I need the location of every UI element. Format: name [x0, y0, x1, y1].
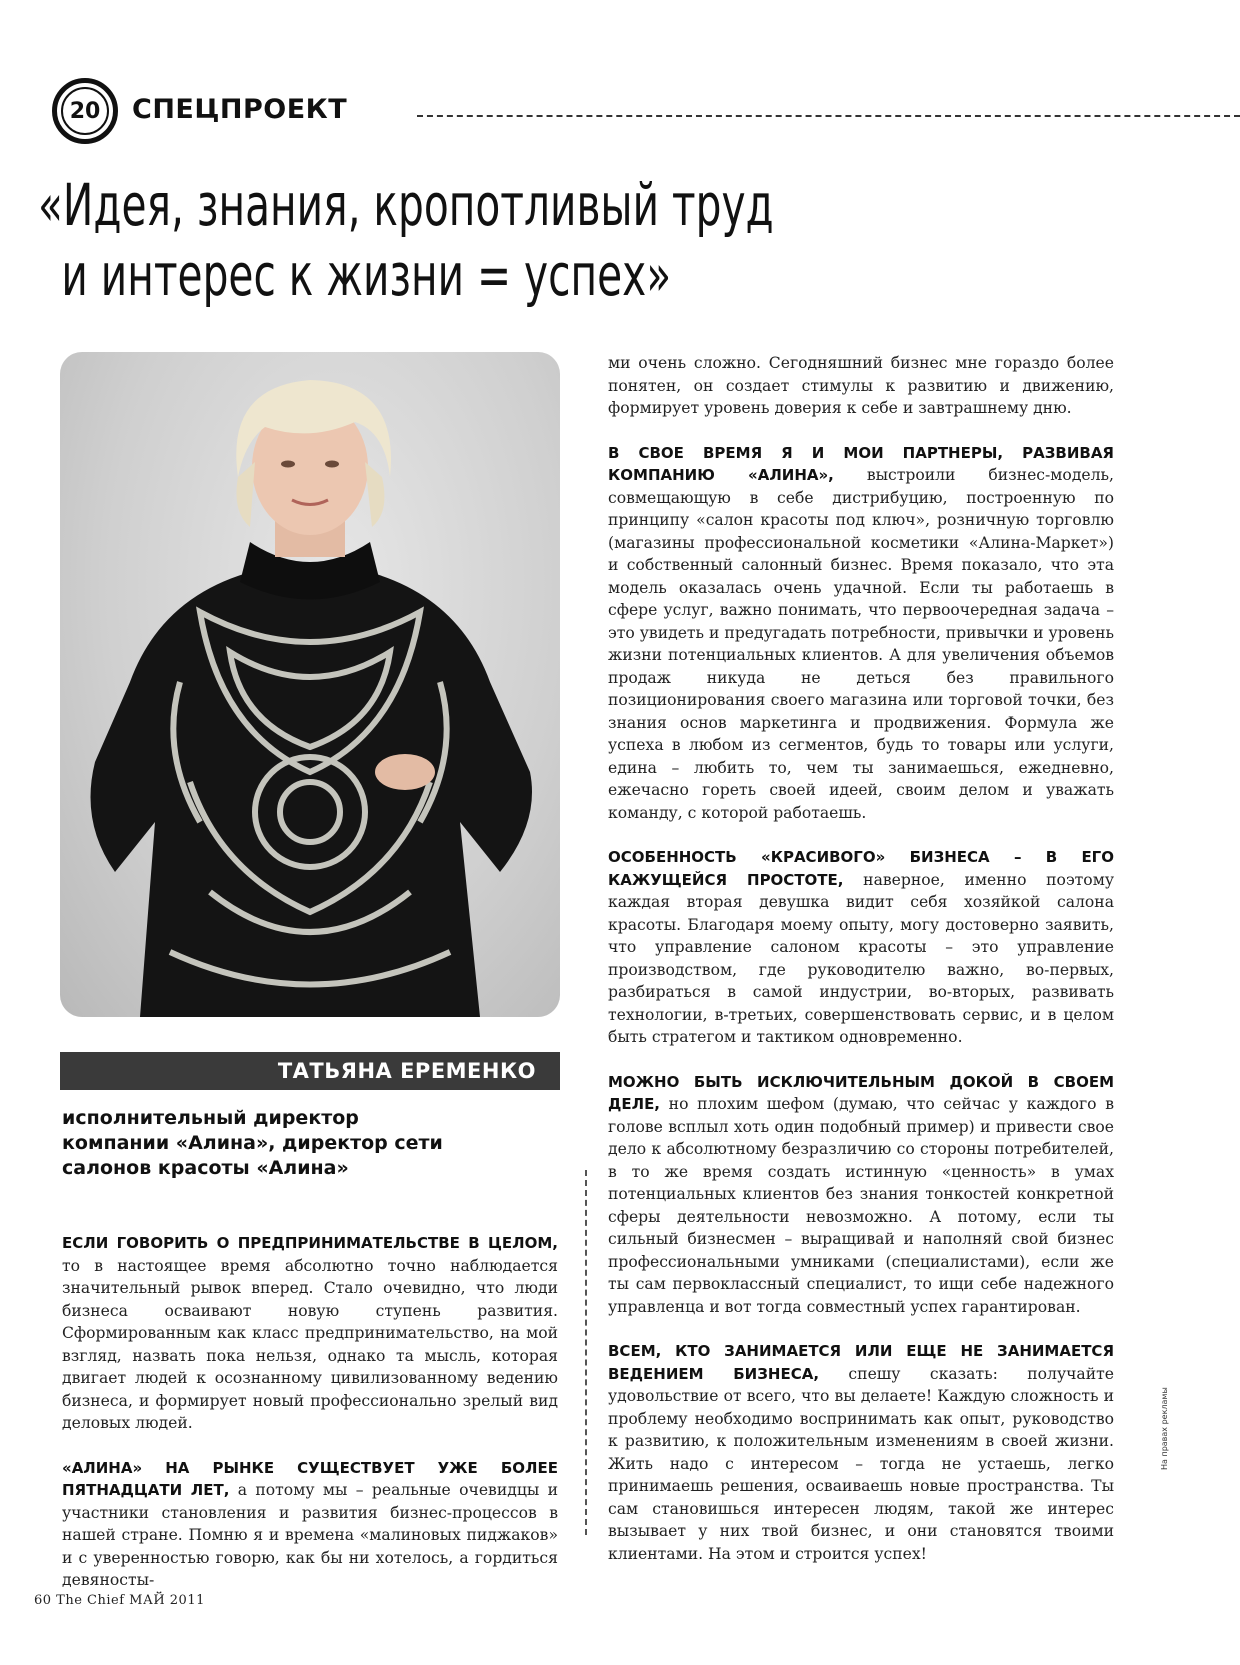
paragraph — [608, 846, 1114, 1049]
paragraph-text: но плохим шефом (думаю, что сейчас у каждого в голове всплыл хоть один подобный пример) и привести свое дело к абсолютному безразличию со стороны потребителей, в то же время создать истинную «ценность» в умах потенциальных клиентов без знания тонкостей конкретной сферы деятельности невозможно. А потому, если ты сильный бизнесмен – выращивай и наполняй свой бизнес профессиональными умниками (специалистами), если же ты сам первоклассный специалист, то ищи себе надежного управленца и вот тогда совместный успех гарантирован. — [608, 1095, 1114, 1316]
paragraph-text: а потому мы – реальные очевидцы и участники становления и развития бизнес-процессов в нашей стране. Помню я и времена «малиновых пиджаков» и с уверенностью говорю, как бы ни хотелось, а гордиться девяносты- — [62, 1481, 559, 1589]
left-column — [62, 1232, 558, 1614]
paragraph-lead: МОЖНО БЫТЬ ИСКЛЮЧИТЕЛЬНЫМ ДОКОЙ В СВОЕМ ДЕЛЕ, — [608, 1072, 1114, 1113]
paragraph-lead: «АЛИНА» НА РЫНКЕ СУЩЕСТВУЕТ УЖЕ БОЛЕЕ ПЯТНАДЦАТИ ЛЕТ, — [62, 1458, 558, 1499]
right-column — [608, 352, 1114, 1587]
paragraph — [608, 1071, 1114, 1319]
headline-line-1: «Идея, знания, кропотливый труд — [38, 171, 774, 239]
paragraph-text: выстроили бизнес-модель, совмещающую в себе дистрибуцию, построенную по принципу «салон красоты под ключ», розничную торговлю (магазины профессиональной косметики «Алина-Маркет») и собственный салонный бизнес. Время показало, что эта модель оказалась очень удачной. Если ты работаешь в сфере услуг, важно понимать, что первоочередная задача – это увидеть и предугадать потребности, привычки и уровень жизни потенциальных клиентов. А для увеличения объемов продаж никуда не деться без правильного позиционирования своего магазина или торговой точки, без знания основ маркетинга и продвижения. Формула же успеха в любом из сегментов, будь то товары или услуги, едина – любить то, чем ты занимаешься, ежедневно, ежечасно гореть своей идеей, своим делом и уважать команду, с которой работаешь. — [608, 466, 1114, 822]
role-line-3: салонов красоты «Алина» — [62, 1157, 349, 1179]
role-line-2: компании «Алина», директор сети — [62, 1132, 443, 1154]
paragraph — [608, 442, 1114, 825]
role-line-1: исполнительный директор — [62, 1107, 359, 1129]
person-name: ТАТЬЯНА ЕРЕМЕНКО — [60, 1052, 560, 1090]
advertising-note: На правах рекламы — [1160, 1387, 1169, 1470]
headline-line-2: и интерес к жизни = успех» — [61, 241, 672, 309]
paragraph — [608, 1340, 1114, 1565]
page-number-badge — [52, 78, 118, 144]
section-title: СПЕЦПРОЕКТ — [132, 94, 348, 125]
portrait-illustration — [60, 352, 560, 1017]
paragraph-continuation: ми очень сложно. Сегодняшний бизнес мне гораздо более понятен, он создает стимулы к развитию и движению, формирует уровень доверия к себе и завтрашнему дню. — [608, 354, 1114, 417]
paragraph-lead: ЕСЛИ ГОВОРИТЬ О ПРЕДПРИНИМАТЕЛЬСТВЕ В ЦЕЛОМ, — [62, 1234, 558, 1252]
article-headline — [38, 170, 774, 310]
page-header — [52, 78, 1240, 158]
paragraph-lead: В СВОЕ ВРЕМЯ Я И МОИ ПАРТНЕРЫ, РАЗВИВАЯ КОМПАНИЮ «АЛИНА», — [608, 443, 1114, 484]
paragraph-lead: ОСОБЕННОСТЬ «КРАСИВОГО» БИЗНЕСА – В ЕГО КАЖУЩЕЙСЯ ПРОСТОТЕ, — [608, 848, 1114, 889]
header-divider — [417, 115, 1240, 117]
paragraph-text: то в настоящее время абсолютно точно наблюдается значительный рывок вперед. Стало очевидно, что люди бизнеса осваивают новую ступень развития. Сформированным как класс предпринимательство, на мой взгляд, назвать пока нельзя, однако та мысль, которая двигает людей к осознанному цивилизованному ведению бизнеса, и формирует новый профессионально зрелый вид деловых людей. — [62, 1256, 558, 1432]
paragraph — [62, 1232, 558, 1435]
paragraph — [62, 1457, 558, 1592]
paragraph-text: спешу сказать: получайте удовольствие от всего, что вы делаете! Каждую сложность и проблему необходимо воспринимать как опыт, руководство к развитию, к положительным изменениям в своей жизни. Жить надо с интересом – тогда не устаешь, легко принимаешь решения, осваиваешь новые пространства. Ты сам становишься интересен людям, такой же интерес вызывает у них твой бизнес, и они становятся твоими клиентами. На этом и строится успех! — [608, 1364, 1114, 1563]
page-footer: 60 The Chief МАЙ 2011 — [34, 1593, 205, 1608]
column-divider — [585, 1170, 587, 1535]
paragraph-text: наверное, именно поэтому каждая вторая девушка видит себя хозяйкой салона красоты. Благодаря моему опыту, могу достоверно заявить, что управление салоном красоты – это управление производством, где руководителю важно, во-первых, разбираться в самой индустрии, во-вторых, развивать технологии, в-третьих, совершенствовать сервис, и в целом быть стратегом и тактиком одновременно. — [608, 870, 1114, 1046]
page-number: 20 — [61, 87, 109, 135]
portrait-photo — [60, 352, 560, 1017]
paragraph-lead: ВСЕМ, КТО ЗАНИМАЕТСЯ ИЛИ ЕЩЕ НЕ ЗАНИМАЕТСЯ ВЕДЕНИЕМ БИЗНЕСА, — [608, 1342, 1114, 1383]
person-role — [62, 1106, 542, 1181]
